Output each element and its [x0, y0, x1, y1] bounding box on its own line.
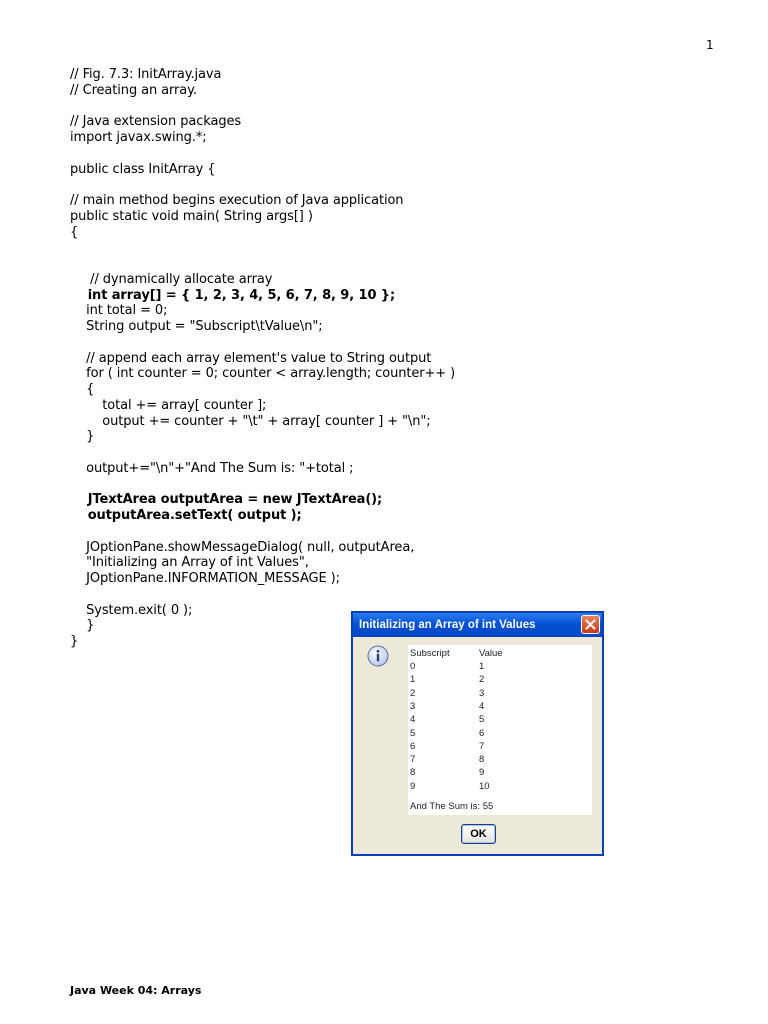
sum-text: And The Sum is: 55: [410, 801, 494, 812]
code-line: }: [70, 618, 95, 634]
value-cell: 9: [479, 767, 485, 779]
close-button[interactable]: [581, 615, 600, 634]
code-line: // Fig. 7.3: InitArray.java: [70, 67, 222, 82]
subscript-cell: 7: [410, 754, 416, 766]
subscript-cell: 5: [410, 727, 416, 739]
page-number: 1: [706, 38, 714, 52]
value-cell: 2: [479, 674, 485, 686]
code-line: JOptionPane.INFORMATION_MESSAGE );: [70, 571, 340, 586]
subscript-cell: 4: [410, 714, 416, 726]
code-line: JOptionPane.showMessageDialog( null, outputArea,: [70, 539, 415, 555]
subscript-cell: 1: [410, 674, 416, 686]
value-header: Value: [479, 648, 503, 659]
subscript-cell: 8: [410, 767, 416, 779]
output-text-area[interactable]: [408, 645, 592, 815]
code-line: public class InitArray {: [70, 161, 216, 177]
close-icon: [582, 616, 599, 633]
code-line: output += counter + "\t" + array[ counter ] + "\n";: [70, 413, 431, 429]
code-line: String output = "Subscript\tValue\n";: [70, 319, 323, 334]
page-footer: Java Week 04: Arrays: [70, 984, 202, 997]
code-line: import javax.swing.*;: [70, 130, 207, 145]
subscript-cell: 2: [410, 687, 416, 699]
subscript-cell: 6: [410, 740, 416, 752]
code-line: JTextArea outputArea = new JTextArea();: [70, 492, 383, 508]
code-line: for ( int counter = 0; counter < array.length; counter++ ): [70, 366, 456, 382]
info-icon: [367, 645, 389, 667]
code-line: {: [70, 224, 79, 240]
value-cell: 5: [479, 714, 485, 726]
code-line: int total = 0;: [70, 303, 168, 319]
code-line: // dynamically allocate array: [70, 271, 273, 287]
value-cell: 3: [479, 687, 485, 699]
code-line: "Initializing an Array of int Values",: [70, 555, 309, 571]
value-cell: 1: [479, 661, 485, 672]
subscript-header: Subscript: [410, 648, 450, 659]
dialog-title-bar[interactable]: [353, 613, 602, 637]
code-line: }: [70, 429, 95, 445]
value-cell: 7: [479, 740, 485, 752]
dialog-body: [353, 637, 602, 854]
code-line: total += array[ counter ];: [70, 397, 267, 413]
code-line: int array[] = { 1, 2, 3, 4, 5, 6, 7, 8, 9, 10 };: [70, 287, 396, 303]
subscript-cell: 0: [410, 661, 416, 672]
message-dialog: [351, 611, 604, 856]
value-cell: 8: [479, 754, 485, 766]
code-line: // Creating an array.: [70, 82, 197, 98]
code-line: // Java extension packages: [70, 114, 242, 130]
code-line: outputArea.setText( output );: [70, 508, 302, 523]
code-line: {: [70, 382, 95, 397]
value-cell: 10: [479, 780, 490, 792]
code-line: System.exit( 0 );: [70, 602, 193, 618]
value-cell: 6: [479, 727, 485, 739]
subscript-cell: 9: [410, 780, 416, 792]
code-line: }: [70, 634, 79, 649]
code-line: output+="\n"+"And The Sum is: "+total ;: [70, 460, 354, 476]
code-line: public static void main( String args[] ): [70, 208, 313, 224]
value-cell: 4: [479, 700, 485, 712]
ok-button[interactable]: OK: [461, 824, 496, 844]
code-line: // append each array element's value to String output: [70, 350, 432, 366]
code-line: // main method begins execution of Java application: [70, 193, 404, 208]
dialog-title: Initializing an Array of int Values: [359, 619, 536, 631]
subscript-cell: 3: [410, 700, 416, 712]
